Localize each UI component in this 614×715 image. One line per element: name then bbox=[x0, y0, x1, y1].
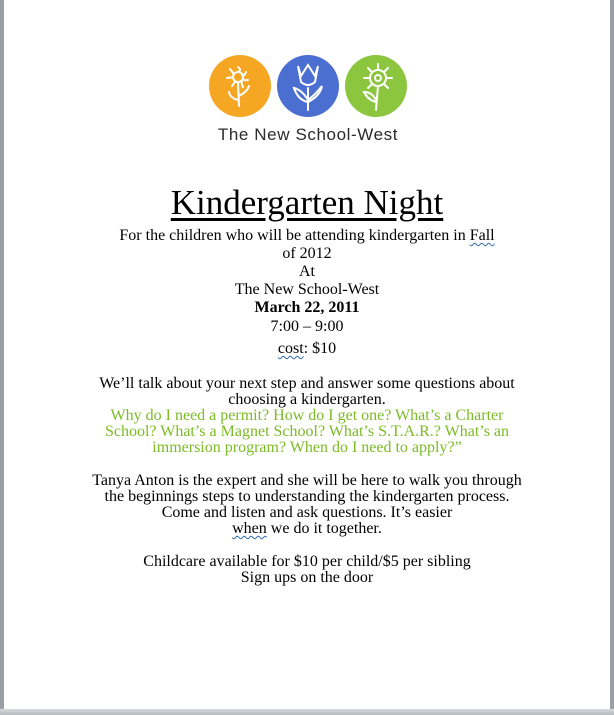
time-line: 7:00 – 9:00 bbox=[270, 318, 344, 335]
blue-tulip-icon bbox=[277, 55, 339, 117]
expert-line-2: the beginnings steps to understanding the kindergarten process. bbox=[104, 488, 510, 505]
question-line-1: Why do I need a permit? How do I get one? What’s a Charter bbox=[110, 407, 504, 424]
venue-line: The New School-West bbox=[234, 281, 380, 298]
expert-line-1: Tanya Anton is the expert and she will be here to walk you through bbox=[92, 472, 522, 489]
talk-line-2: choosing a kindergarten. bbox=[228, 391, 386, 408]
question-line-3: immersion program? When do I need to apply?” bbox=[152, 439, 462, 456]
signups-line: Sign ups on the door bbox=[240, 569, 374, 586]
page-edge-bottom bbox=[0, 709, 614, 715]
date-line: March 22, 2011 bbox=[254, 299, 360, 316]
green-sunflower-icon bbox=[345, 55, 407, 117]
logo-school-name: The New School-West bbox=[217, 125, 399, 144]
together-when: when bbox=[232, 520, 267, 537]
intro-fall: Fall bbox=[469, 227, 495, 244]
expert-line-3: Come and listen and ask questions. It’s easier bbox=[161, 504, 453, 521]
together-rest: we do it together. bbox=[266, 520, 382, 537]
childcare-line: Childcare available for $10 per child/$5 per sibling bbox=[143, 553, 471, 570]
at-line: At bbox=[299, 263, 315, 280]
orange-flower-icon bbox=[209, 55, 271, 117]
question-line-2: School? What’s a Magnet School? What’s S.T.A.R.? What’s an bbox=[104, 423, 510, 440]
intro-text: For the children who will be attending kindergarten in bbox=[119, 227, 470, 244]
cost-line bbox=[0, 340, 614, 358]
cost-value: : $10 bbox=[303, 340, 337, 357]
together-line bbox=[0, 520, 614, 538]
page-title: Kindergarten Night bbox=[170, 183, 444, 222]
intro-line-1 bbox=[0, 227, 614, 245]
intro-line-2: of 2012 bbox=[282, 245, 332, 262]
talk-line-1: We’ll talk about your next step and answer some questions about bbox=[99, 375, 515, 392]
school-logo bbox=[208, 50, 408, 160]
logo-circles bbox=[208, 50, 408, 122]
cost-label: cost bbox=[277, 340, 304, 357]
